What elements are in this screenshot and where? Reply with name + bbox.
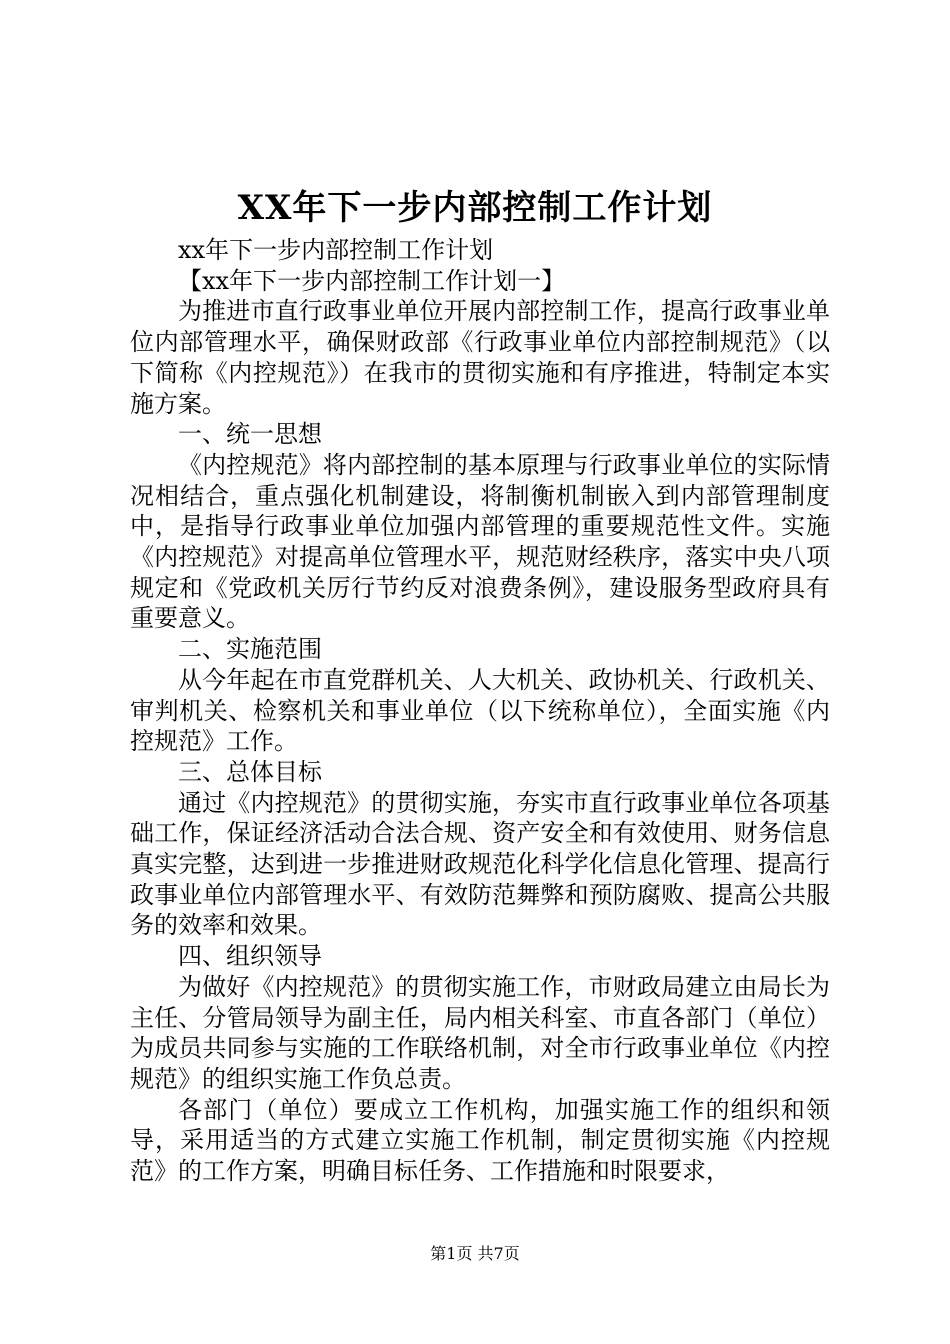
paragraph: 为推进市直行政事业单位开展内部控制工作，提高行政事业单位内部管理水平，确保财政部《行政事业单位内部控制规范》（以下简称《内控规范》）在我市的贯彻实施和有序推进，特制定本实施方案。 (130, 297, 830, 418)
paragraph: 从今年起在市直党群机关、人大机关、政协机关、行政机关、审判机关、检察机关和事业单位（以下统称单位），全面实施《内控规范》工作。 (130, 665, 830, 756)
paragraph: 为做好《内控规范》的贯彻实施工作，市财政局建立由局长为主任、分管局领导为副主任，局内相关科室、市直各部门（单位）为成员共同参与实施的工作联络机制，对全市行政事业单位《内控规范》的组织实施工作负总责。 (130, 972, 830, 1093)
page-footer: 第1页 共7页 (430, 1244, 520, 1263)
document-title: XX年下一步内部控制工作计划 (237, 188, 713, 228)
section-heading: 四、组织领导 (178, 942, 322, 971)
section-heading: 三、总体目标 (178, 757, 322, 786)
paragraph: 各部门（单位）要成立工作机构，加强实施工作的组织和领导，采用适当的方式建立实施工作机制，制定贯彻实施《内控规范》的工作方案，明确目标任务、工作措施和时限要求， (130, 1095, 830, 1186)
paragraph: 通过《内控规范》的贯彻实施，夯实市直行政事业单位各项基础工作，保证经济活动合法合规、资产安全和有效使用、财务信息真实完整，达到进一步推进财政规范化科学化信息化管理、提高行政事业单位内部管理水平、有效防范舞弊和预防腐败、提高公共服务的效率和效果。 (130, 788, 830, 940)
paragraph-subtitle: xx年下一步内部控制工作计划 (178, 236, 494, 264)
document-body (130, 235, 830, 1187)
section-heading: 二、实施范围 (178, 635, 322, 664)
paragraph-section-label: 【xx年下一步内部控制工作计划一】 (178, 266, 566, 295)
paragraph: 《内控规范》将内部控制的基本原理与行政事业单位的实际情况相结合，重点强化机制建设，将制衡机制嵌入到内部管理制度中，是指导行政事业单位加强内部管理的重要规范性文件。实施《内控规范》对提高单位管理水平，规范财经秩序，落实中央八项规定和《党政机关厉行节约反对浪费条例》，建设服务型政府具有重要意义。 (130, 450, 830, 633)
section-heading: 一、统一思想 (178, 420, 322, 449)
